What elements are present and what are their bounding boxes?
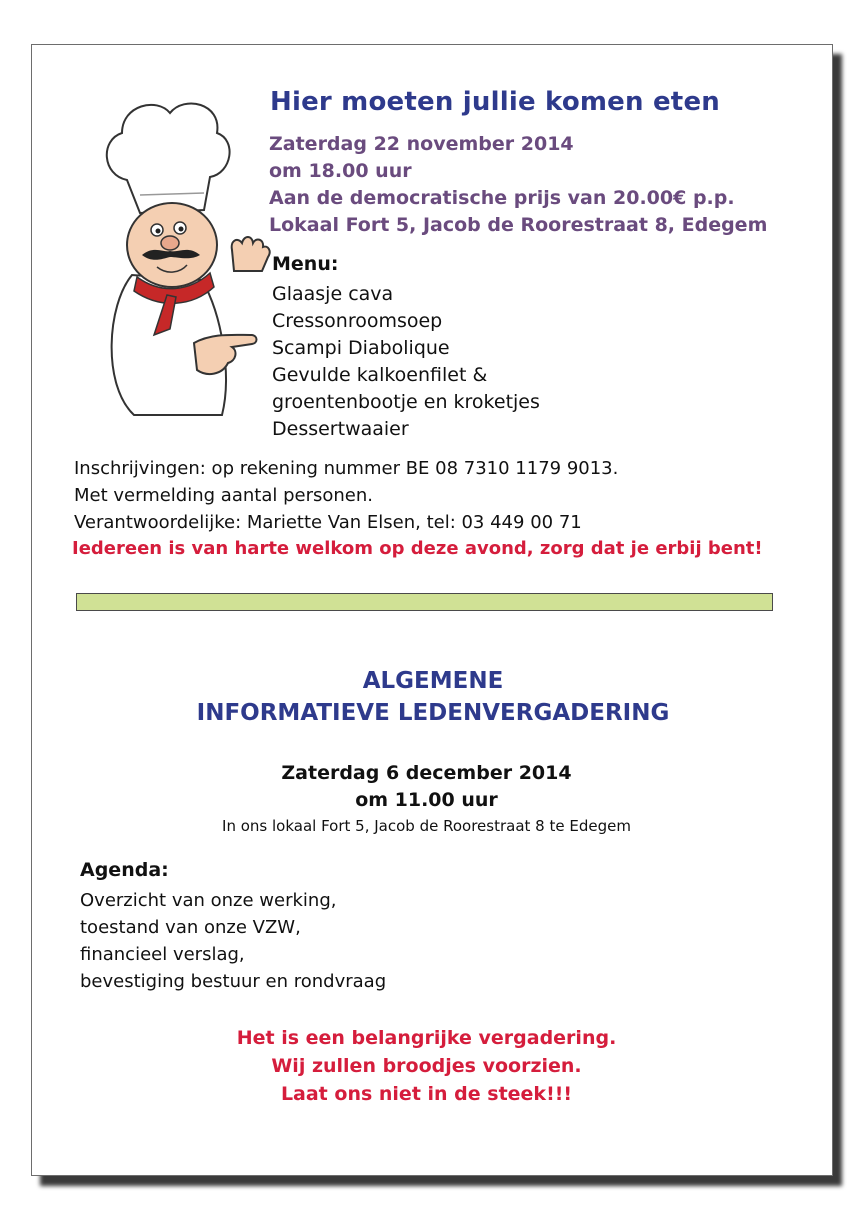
event-date: Zaterdag 22 november 2014 bbox=[269, 133, 574, 155]
agenda-item: bevestiging bestuur en rondvraag bbox=[80, 971, 387, 992]
agenda-item: financieel verslag, bbox=[80, 944, 245, 965]
menu-title: Menu: bbox=[272, 253, 339, 275]
info-line: Met vermelding aantal personen. bbox=[74, 485, 373, 506]
event-details bbox=[269, 131, 767, 239]
closing-line: Het is een belangrijke vergadering. bbox=[236, 1027, 617, 1049]
agenda-item: Overzicht van onze werking, bbox=[80, 890, 337, 911]
closing-message bbox=[32, 1024, 821, 1108]
meeting-title-line: INFORMATIEVE LEDENVERGADERING bbox=[196, 700, 670, 726]
event-location: Lokaal Fort 5, Jacob de Roorestraat 8, Edegem bbox=[269, 214, 768, 236]
meeting-title bbox=[32, 665, 834, 729]
event-headline: Hier moeten jullie komen eten bbox=[270, 87, 720, 117]
event-price: Aan de democratische prijs van 20.00€ p.p. bbox=[269, 187, 735, 209]
agenda-item: toestand van onze VZW, bbox=[80, 917, 301, 938]
registration-info bbox=[74, 455, 618, 536]
meeting-title-line: ALGEMENE bbox=[362, 668, 504, 694]
menu-item: groentenbootje en kroketjes bbox=[272, 391, 540, 413]
meeting-date bbox=[32, 760, 821, 814]
meeting-date-line: Zaterdag 6 december 2014 bbox=[281, 762, 572, 784]
menu-item: Glaasje cava bbox=[272, 283, 394, 305]
event-time: om 18.00 uur bbox=[269, 160, 412, 182]
menu-item: Dessertwaaier bbox=[272, 418, 409, 440]
section-divider bbox=[76, 593, 773, 611]
meeting-time-line: om 11.00 uur bbox=[355, 789, 498, 811]
info-line: Inschrijvingen: op rekening nummer BE 08 7310 1179 9013. bbox=[74, 458, 619, 479]
menu-list bbox=[272, 281, 540, 443]
welcome-message: Iedereen is van harte welkom op deze avond, zorg dat je erbij bent! bbox=[72, 538, 763, 559]
closing-line: Laat ons niet in de steek!!! bbox=[280, 1083, 573, 1105]
chef-icon bbox=[72, 85, 272, 425]
closing-line: Wij zullen broodjes voorzien. bbox=[271, 1055, 582, 1077]
flyer-page bbox=[31, 44, 833, 1176]
info-line: Verantwoordelijke: Mariette Van Elsen, tel: 03 449 00 71 bbox=[74, 512, 582, 533]
meeting-location: In ons lokaal Fort 5, Jacob de Roorestraat 8 te Edegem bbox=[222, 817, 631, 835]
menu-item: Gevulde kalkoenfilet & bbox=[272, 364, 488, 386]
menu-item: Cressonroomsoep bbox=[272, 310, 443, 332]
agenda-title: Agenda: bbox=[80, 859, 169, 881]
agenda-list bbox=[80, 887, 386, 995]
menu-item: Scampi Diabolique bbox=[272, 337, 450, 359]
